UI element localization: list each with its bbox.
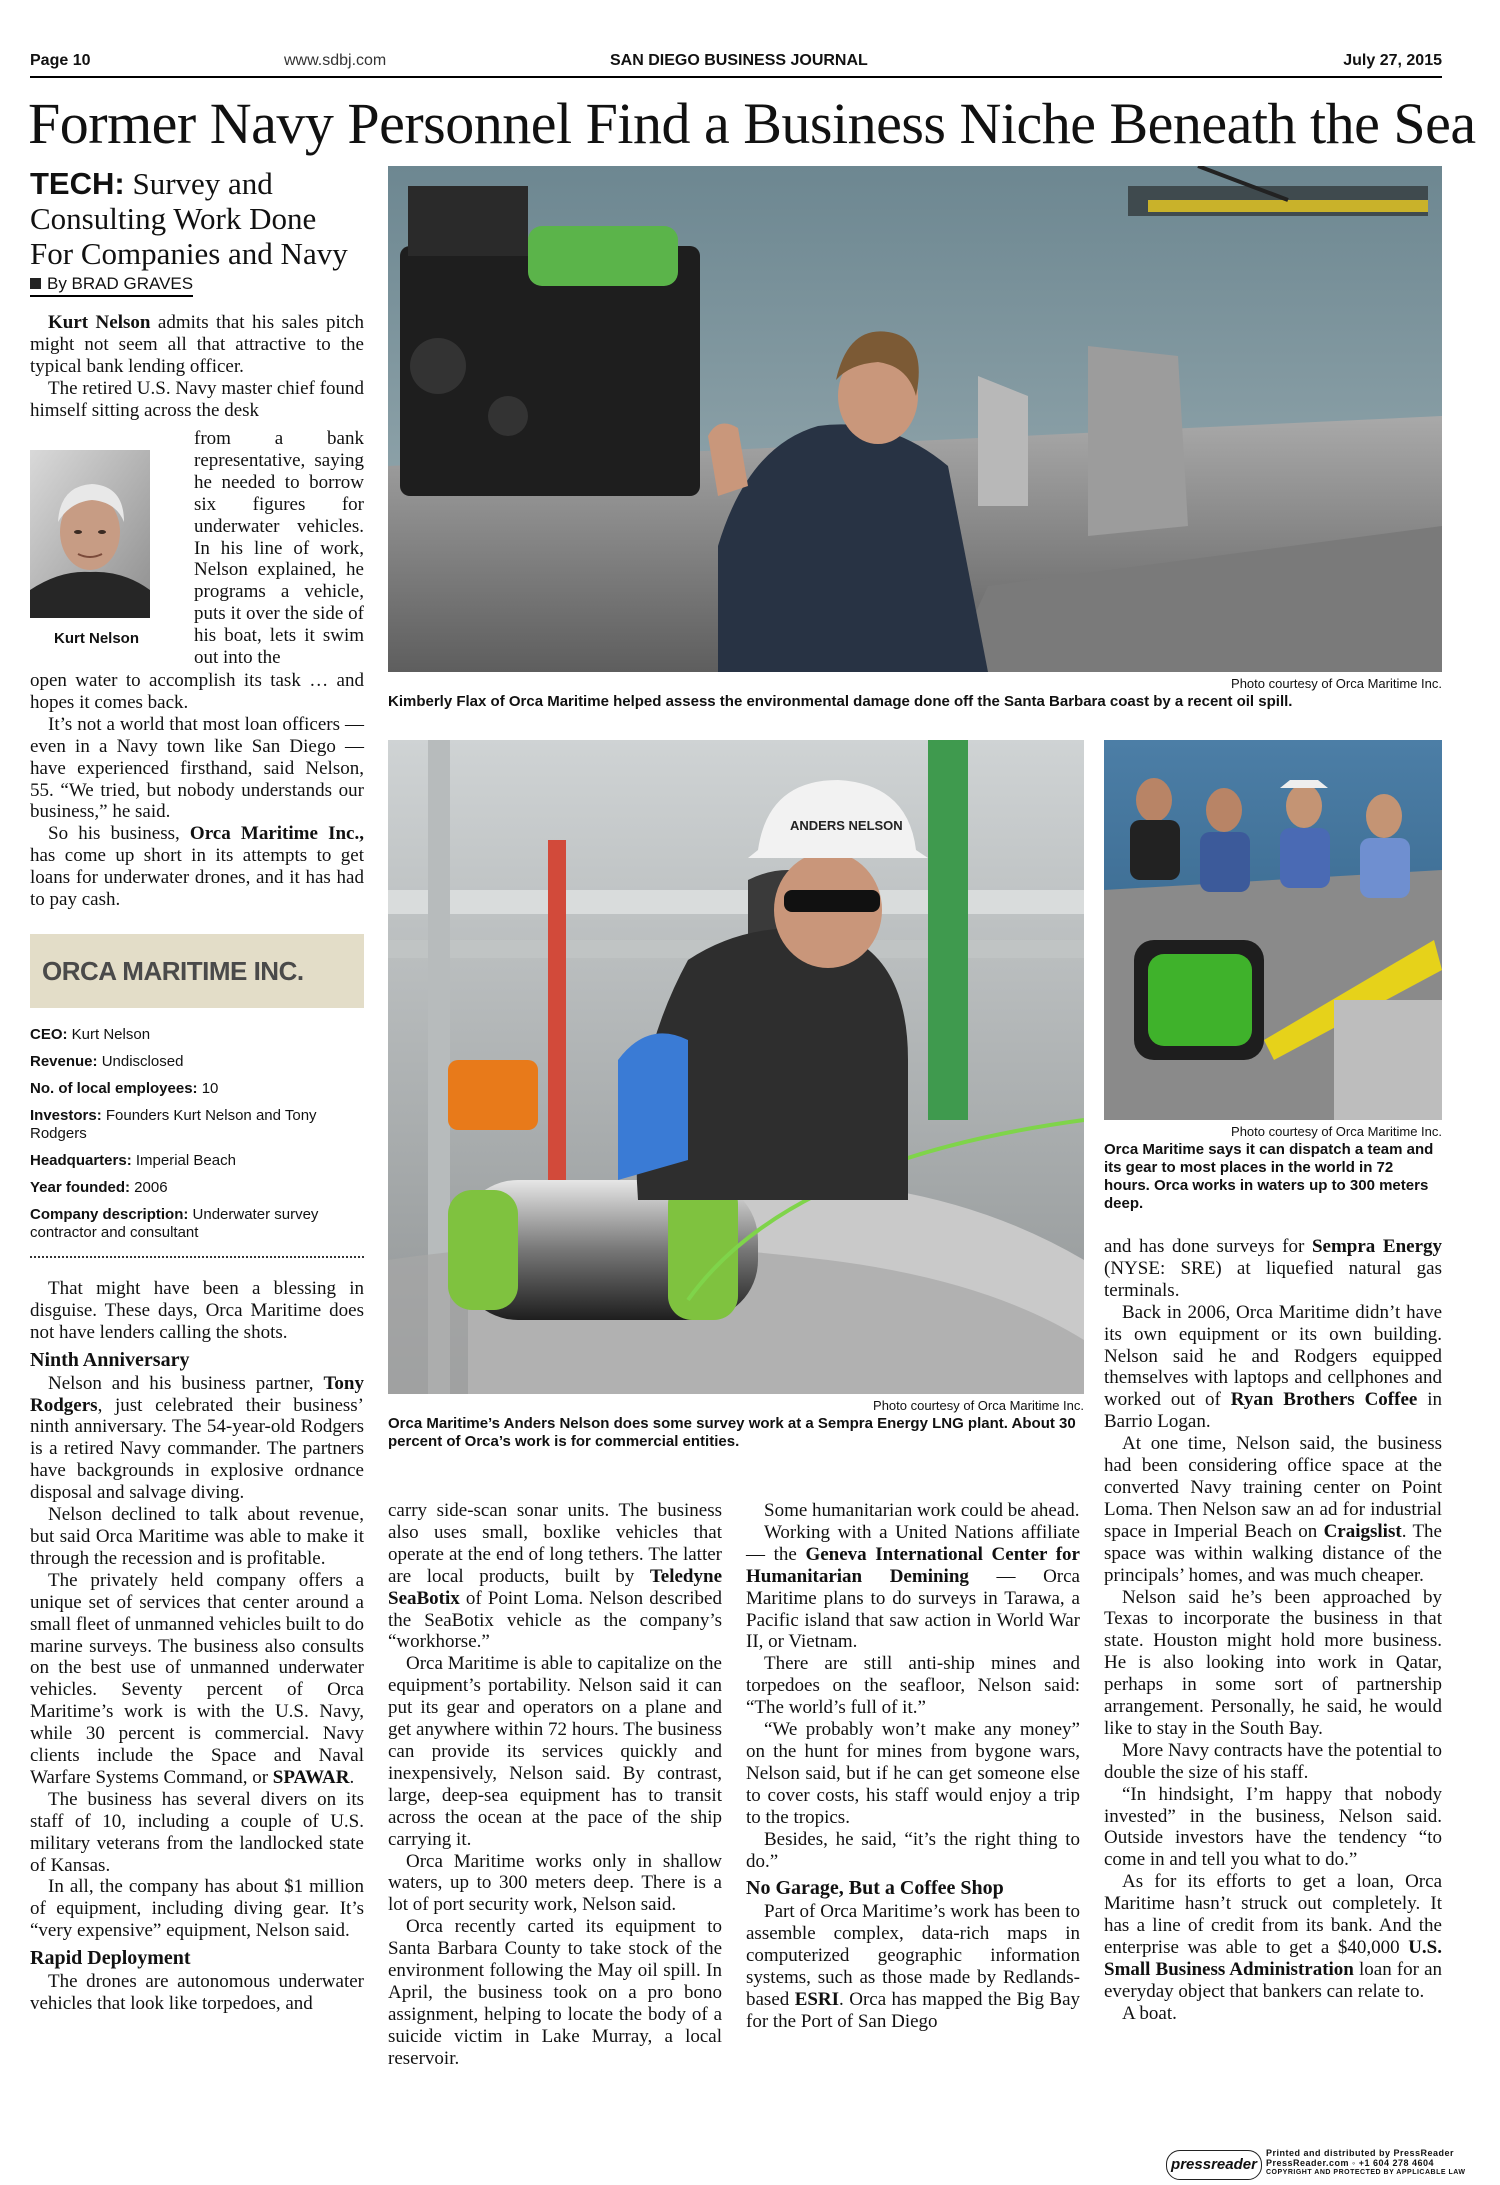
header-rule bbox=[30, 76, 1442, 78]
col1-p4b: has come up short in its attempts to get loans for underwater drones, and it has had to pay cash. bbox=[30, 845, 364, 911]
deck-line1: Survey and bbox=[124, 166, 273, 201]
col1-p3: It’s not a world that most loan officers — even in a Navy town like San Diego — have experienced firsthand, said Nelson, 55. “We tried, but nobody understands our business,” he said. bbox=[30, 713, 364, 823]
col4-p5: More Navy contracts have the potential to double the size of his staff. bbox=[1104, 1739, 1442, 1783]
article-col3: Some humanitarian work could be ahead. Working with a United Nations affiliate — the Geneva International Center for Humanitarian Demining — Orca Maritime plans to do surveys in Tarawa, a Pacific island that saw action in World War II, or Vietnam. There are still anti-ship mines and torpedoes on the seafloor, Nelson said: “The world’s full of it.” “We probably won’t make any money” on the hunt for mines from bygone wars, Nelson said, but if he can get someone else to cover costs, his staff would enjoy a trip to the tropics. Besides, he said, “it’s the right thing to do.” No Garage, But a Coffee Shop Part of Orca Maritime’s work has been to assemble complex, data-rich maps in computerized geographic information systems, such as those made by Redlands-based ESRI. Orca has mapped the Big Bay for the Port of San Diego bbox=[746, 1500, 1080, 2032]
headline: Former Navy Personnel Find a Business Niche Beneath the Sea bbox=[28, 91, 1476, 156]
esri-bold: ESRI bbox=[794, 1988, 840, 2010]
byline bbox=[30, 274, 193, 297]
pressreader-line2: PressReader.com ◦ +1 604 278 4604 bbox=[1266, 2158, 1435, 2168]
top-photo-caption: Kimberly Flax of Orca Maritime helped assess the environmental damage done off the Santa Barbara coast by a recent oil spill. bbox=[388, 693, 1293, 710]
spawar-bold: SPAWAR bbox=[272, 1766, 350, 1788]
byline-text: By BRAD GRAVES bbox=[47, 274, 194, 293]
tony-rodgers-bold: Tony Rodgers bbox=[30, 1372, 364, 1416]
col4-p8: A boat. bbox=[1122, 2002, 1177, 2024]
deck-line2: Consulting Work Done bbox=[30, 201, 317, 236]
article-col1-intro bbox=[30, 312, 364, 422]
article-col1-wrap bbox=[194, 428, 364, 669]
pressreader-line3: COPYRIGHT AND PROTECTED BY APPLICABLE LAW bbox=[1266, 2169, 1466, 2176]
right-photo-credit: Photo courtesy of Orca Maritime Inc. bbox=[1231, 1124, 1442, 1139]
col4-p6: “In hindsight, I’m happy that nobody invested” in the business, Nelson said. Outside investors have the tendency “to come in and tell you what to do.” bbox=[1104, 1783, 1442, 1871]
subhead-rapid-deployment: Rapid Deployment bbox=[30, 1947, 191, 1970]
geneva-center-bold: Geneva International Center for Humanitarian Demining bbox=[746, 1543, 1080, 1587]
col1-wrap-text: from a bank representative, saying he needed to borrow six figures for underwater vehicles. In his line of work, Nelson explained, he programs a vehicle, puts it over the side of his boat, lets it swim out into the bbox=[194, 428, 364, 669]
factbox-divider bbox=[30, 1256, 364, 1258]
col1b-p5: The business has several divers on its staff of 10, including a couple of U.S. military veterans from the landlocked state of Kansas. bbox=[30, 1788, 364, 1876]
photo-lng-plant bbox=[388, 740, 1084, 1394]
subhead-coffee-shop: No Garage, But a Coffee Shop bbox=[746, 1877, 1004, 1900]
factbox-title-panel bbox=[30, 934, 364, 1008]
col1b-p6: In all, the company has about $1 million of equipment, including diving gear. It’s “very expensive” equipment, Nelson said. bbox=[30, 1876, 364, 1942]
subhead-ninth-anniversary: Ninth Anniversary bbox=[30, 1348, 190, 1371]
byline-square-icon bbox=[30, 278, 41, 289]
portrait-photo bbox=[30, 450, 150, 618]
mugshot-kurt-nelson bbox=[30, 450, 150, 618]
col1b-p1: That might have been a blessing in disguise. These days, Orca Maritime does not have lenders calling the shots. bbox=[30, 1278, 364, 1343]
sba-bold: U.S. Small Business Administration bbox=[1104, 1937, 1442, 1980]
col3-p3: There are still anti-ship mines and torpedoes on the seafloor, Nelson said: “The world’s full of it.” bbox=[746, 1653, 1080, 1719]
pressreader-logo: pressreader bbox=[1166, 2150, 1262, 2180]
hardhat-label: ANDERS NELSON bbox=[790, 818, 903, 833]
photo-team bbox=[1104, 740, 1442, 1120]
fact-employees: No. of local employees: 10 bbox=[30, 1080, 219, 1097]
pressreader-badge[interactable] bbox=[1166, 2148, 1496, 2182]
col2-p3: Orca Maritime works only in shallow waters, up to 300 meters deep. There is a lot of port security work, Nelson said. bbox=[388, 1850, 722, 1916]
boat-photo-illustration bbox=[388, 166, 1442, 672]
craigslist-bold: Craigslist bbox=[1323, 1520, 1402, 1542]
col2-p4: Orca recently carted its equipment to Santa Barbara County to take stock of the environment following the May oil spill. In April, the business took on a pro bono assignment, helping to locate the body of a suicide victim in Lake Murray, a local reservoir. bbox=[388, 1916, 722, 2069]
pressreader-text bbox=[1266, 2148, 1466, 2178]
fact-year-founded: Year founded: 2006 bbox=[30, 1179, 168, 1196]
col1-p2a: The retired U.S. Navy master chief found himself sitting across the desk bbox=[30, 377, 364, 421]
fact-ceo: CEO: Kurt Nelson bbox=[30, 1026, 151, 1043]
article-col4: and has done surveys for Sempra Energy (NYSE: SRE) at liquefied natural gas terminals. Back in 2006, Orca Maritime didn’t have its own equipment or its own building. Nelson said he and Rodgers equipped themselves with laptops and cellphones and worked out of Ryan Brothers Coffee in Barrio Logan. At one time, Nelson said, the business had been considering office space at the converted Navy training center on Point Loma. Then Nelson saw an ad for industrial space in Imperial Beach on Craigslist. The space was within walking distance of the principals’ homes, and was much cheaper. Nelson said he’s been approached by Texas to incorporate the business in that state. Houston might hold more business. He is also looking into work in Qatar, perhaps in some sort of partnership arrangement. Personally, he said, he would like to stay in the South Bay. More Navy contracts have the potential to double the size of his staff. “In hindsight, I’m happy that nobody invested” in the business, Nelson said. Outside investors have the tendency “to come in and tell you what to do.” As for its efforts to get a loan, Orca Maritime hasn’t struck out completely. It has a line of credit from its bank. And the enterprise was able to get a $40,000 U.S. Small Business Administration loan for an everyday object that bankers can relate to. A boat. bbox=[1104, 1236, 1442, 2024]
fact-investors: Investors: Founders Kurt Nelson and Tony Rodgers bbox=[30, 1107, 317, 1142]
factbox-title: ORCA MARITIME INC. bbox=[42, 956, 304, 986]
article-col2: carry side-scan sonar units. The business also uses small, boxlike vehicles that operate at the end of long tethers. The latter are local products, built by Teledyne SeaBotix of Point Loma. Nelson described the SeaBotix vehicle as the company’s “workhorse.” Orca Maritime is able to capitalize on the equipment’s portability. Nelson said it can put its gear and operators on a plane and get anywhere within 72 hours. The business can provide its services quickly and inexpensively, Nelson said. By contrast, large, deep-sea equipment has to transit across the ocean at the pace of the ship carrying it. Orca Maritime works only in shallow waters, up to 300 meters deep. There is a lot of port security work, Nelson said. Orca recently carted its equipment to Santa Barbara County to take stock of the environment following the May oil spill. In April, the business took on a pro bono assignment, helping to locate the body of a suicide victim in Lake Murray, a local reservoir. bbox=[388, 1500, 722, 2069]
article-col1-cont bbox=[30, 670, 364, 911]
mid-photo-credit: Photo courtesy of Orca Maritime Inc. bbox=[873, 1398, 1084, 1413]
deck-kicker: TECH: bbox=[30, 166, 125, 201]
sempra-bold: Sempra Energy bbox=[1311, 1236, 1442, 1257]
mid-photo-caption: Orca Maritime’s Anders Nelson does some survey work at a Sempra Energy LNG plant. About 30 percent of Orca’s work is for commercial entities. bbox=[388, 1415, 1076, 1450]
col4-p4: Nelson said he’s been approached by Texas to incorporate the business in that state. Houston might hold more business. He is also looking into work in Qatar, perhaps in some sort of partnership arrangement. Personally, he said, he would like to stay in the South Bay. bbox=[1104, 1586, 1442, 1739]
fact-description: Company description: Underwater survey contractor and consultant bbox=[30, 1206, 319, 1241]
col1b-p3: Nelson declined to talk about revenue, but said Orca Maritime was able to make it through the recession and is profitable. bbox=[30, 1504, 364, 1569]
photo-boat-rov bbox=[388, 166, 1442, 672]
col1-p4a: So his business, bbox=[48, 823, 190, 845]
col3-p4: “We probably won’t make any money” on the hunt for mines from bygone wars, Nelson said, but if he can get someone else to cover costs, his staff would enjoy a trip to the tropics. bbox=[746, 1719, 1080, 1828]
deck-line3: For Companies and Navy bbox=[30, 236, 348, 271]
col1-p2b: open water to accomplish its task … and hopes it comes back. bbox=[30, 670, 364, 713]
col3-p1: Some humanitarian work could be ahead. bbox=[764, 1500, 1080, 1521]
teledyne-bold: Teledyne SeaBotix bbox=[388, 1565, 722, 1609]
article-col1-lower: That might have been a blessing in disguise. These days, Orca Maritime does not have lenders calling the shots. Ninth Anniversary Nelson and his business partner, Tony Rodgers, just celebrated their business’ ninth anniversary. The 54-year-old Rodgers is a retired Navy commander. The partners have backgrounds in explosive ordnance disposal and salvage diving. Nelson declined to talk about revenue, but said Orca Maritime was able to make it through the recession and is profitable. The privately held company offers a unique set of services that center around a small fleet of unmanned vehicles built to do marine surveys. The business also consults on the best use of unmanned underwater vehicles. Seventy percent of Orca Maritime’s work is with the U.S. Navy, while 30 percent is commercial. Navy clients include the Space and Naval Warfare Systems Command, or SPAWAR. The business has several divers on its staff of 10, including a couple of U.S. military veterans from the landlocked state of Kansas. In all, the company has about $1 million of equipment, including diving gear. It’s “very expensive” equipment, Nelson said. Rapid Deployment The drones are autonomous underwater vehicles that look like torpedoes, and bbox=[30, 1278, 365, 2014]
page-number: Page 10 bbox=[30, 52, 91, 69]
mugshot-caption: Kurt Nelson bbox=[54, 630, 140, 647]
kurt-nelson-bold: Kurt Nelson bbox=[48, 312, 151, 333]
site-url[interactable]: www.sdbj.com bbox=[284, 52, 387, 69]
orca-bold: Orca Maritime Inc., bbox=[189, 823, 364, 845]
issue-date: July 27, 2015 bbox=[1343, 52, 1442, 69]
paper-name: SAN DIEGO BUSINESS JOURNAL bbox=[610, 52, 868, 69]
pressreader-line1: Printed and distributed by PressReader bbox=[1266, 2148, 1455, 2158]
team-photo-illustration bbox=[1104, 740, 1442, 1120]
right-photo-caption: Orca Maritime says it can dispatch a team and its gear to most places in the world in 72 hours. Orca works in waters up to 300 meters deep. bbox=[1104, 1141, 1434, 1212]
fact-headquarters: Headquarters: Imperial Beach bbox=[30, 1152, 236, 1169]
fact-revenue: Revenue: Undisclosed bbox=[30, 1053, 184, 1070]
top-photo-credit: Photo courtesy of Orca Maritime Inc. bbox=[1231, 676, 1442, 691]
col1-p1: admits that his sales pitch might not seem all that attractive to the typical bank lending officer. bbox=[30, 312, 364, 377]
factbox-details bbox=[30, 1026, 370, 1251]
deck bbox=[30, 166, 370, 271]
page-header bbox=[30, 48, 1442, 76]
col1b-p7: The drones are autonomous underwater vehicles that look like torpedoes, and bbox=[30, 1971, 364, 2014]
lng-photo-illustration bbox=[388, 740, 1084, 1394]
col2-p2: Orca Maritime is able to capitalize on the equipment’s portability. Nelson said it can put its gear and operators on a plane and get anywhere within 72 hours. The business can provide its services quickly and inexpensively, Nelson said. By contrast, large, deep-sea equipment has to transit across the ocean at the pace of the ship carrying it. bbox=[388, 1653, 722, 1850]
ryan-brothers-bold: Ryan Brothers Coffee bbox=[1230, 1389, 1418, 1411]
col3-p5: Besides, he said, “it’s the right thing to do.” bbox=[746, 1828, 1080, 1872]
